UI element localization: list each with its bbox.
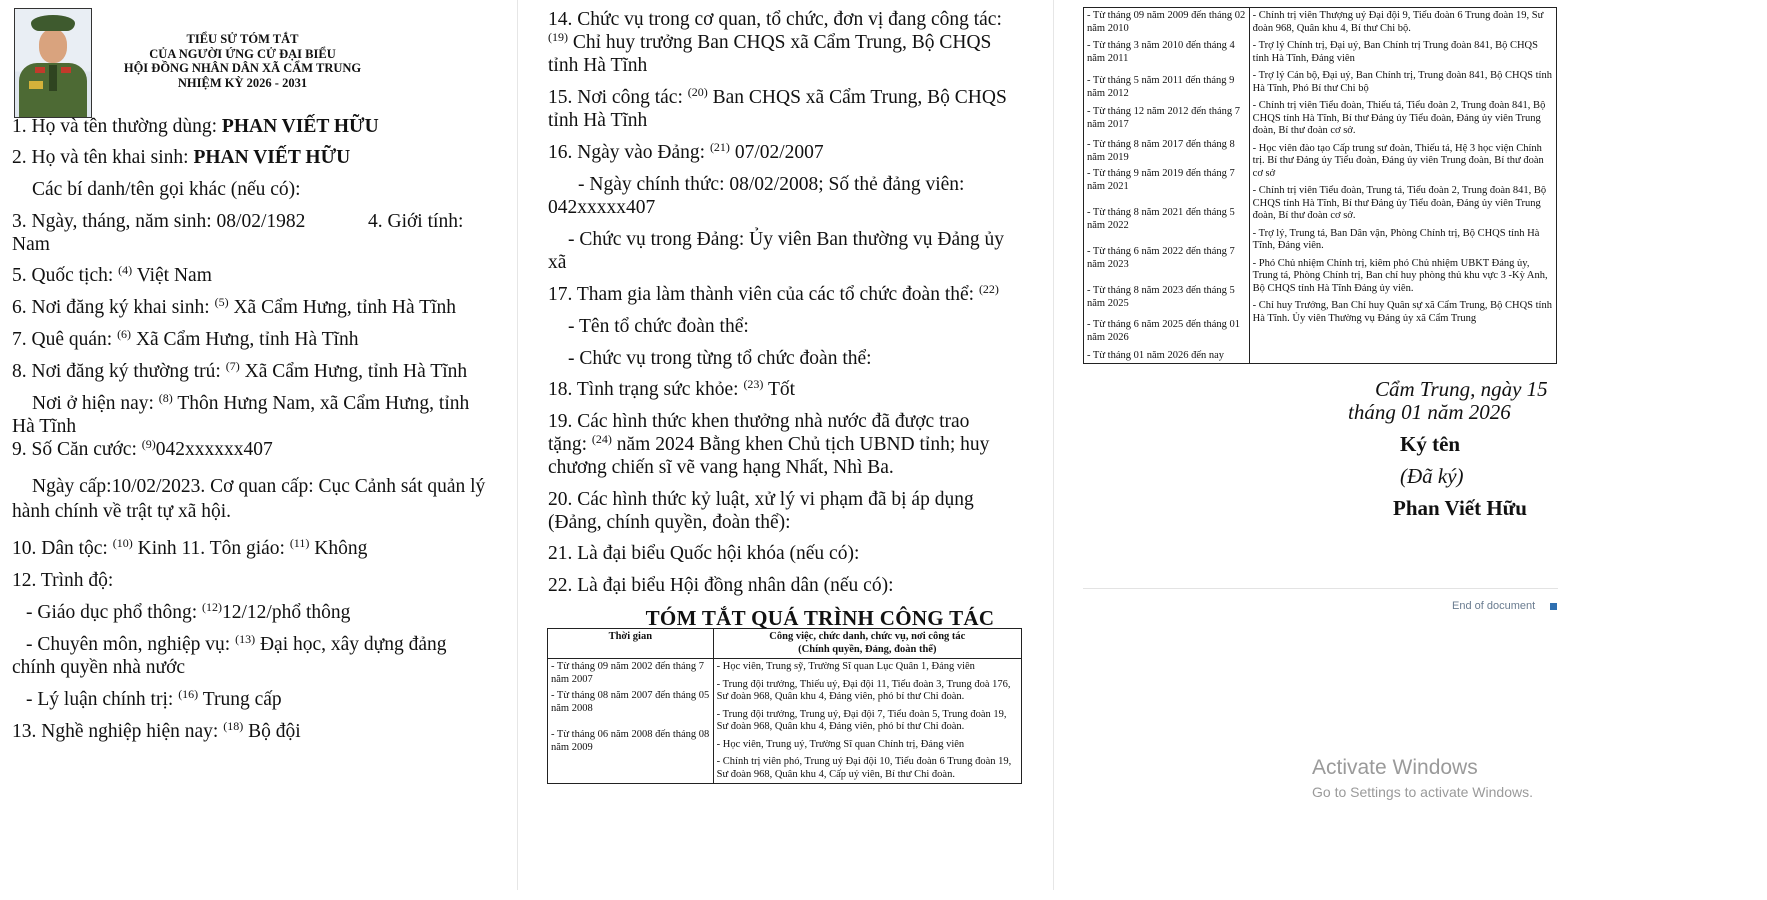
field-specialization <box>12 633 494 679</box>
field-label: 16. Ngày vào Đảng: <box>548 142 706 163</box>
field-label: 2. Họ và tên khai sinh: <box>12 147 189 168</box>
work-cell <box>713 659 1021 784</box>
footnote-ref: (21) <box>709 140 730 154</box>
time-entry: - Từ tháng 12 năm 2012 đến tháng 7 năm 2017 <box>1087 106 1241 130</box>
column-header-work <box>713 629 1021 659</box>
field-gender-label: 4. Giới tính: <box>368 211 464 232</box>
field-label: 15. Nơi công tác: <box>548 87 683 108</box>
field-value: PHAN VIẾT HỮU <box>193 147 351 168</box>
footnote-ref: (18) <box>223 719 244 733</box>
title-line: CỦA NGƯỜI ỨNG CỬ ĐẠI BIỂU <box>149 46 336 61</box>
work-entry: - Trợ lý Cán bộ, Đại uý, Ban Chính trị, Trung đoàn 841, Bộ CHQS tỉnh Hà Tĩnh, Phó Bí thư Chi bộ <box>1252 70 1552 94</box>
time-cell <box>548 659 714 784</box>
footnote-ref: (4) <box>118 263 133 277</box>
field-value: 12/12/phổ thông <box>222 602 351 623</box>
column-divider <box>517 0 518 890</box>
work-entry: - Trung đội trưởng, Trung uý, Đại đội 7, Tiểu đoàn 5, Trung đoàn 19, Sư đoàn 968, Quân khu 4, Đảng viên, phó bí thư Chi đoàn. <box>716 708 1007 732</box>
footnote-ref: (10) <box>112 536 133 550</box>
field-value: Kinh <box>137 538 177 559</box>
field-awards <box>548 410 1010 479</box>
field-value: Tốt <box>767 379 796 400</box>
table-header-row <box>548 629 1022 659</box>
field-label: 7. Quê quán: <box>12 329 113 350</box>
footnote-ref: (5) <box>214 295 229 309</box>
work-entry: - Chính trị viên phó, Trung uý Đại đội 10, Tiểu đoàn 6 Trung đoàn 19, Sư đoàn 968, Quân khu 4, Cấp uỷ viên, Bí thư Chi đoàn. <box>716 756 1012 780</box>
field-label: 13. Nghề nghiệp hiện nay: <box>12 721 219 742</box>
field-alias: Các bí danh/tên gọi khác (nếu có): <box>32 179 301 200</box>
footnote-ref: (8) <box>158 391 173 405</box>
field-workplace <box>548 86 1028 132</box>
field-label: 10. Dân tộc: <box>12 538 108 559</box>
table-row <box>548 659 1022 784</box>
field-id-issue: Ngày cấp:10/02/2023. Cơ quan cấp: Cục Cảnh sát quản lý hành chính về trật tự xã hội. <box>12 476 486 522</box>
column-header-time: Thời gian <box>548 629 714 659</box>
field-national-assembly: 21. Là đại biểu Quốc hội khóa (nếu có): <box>548 543 860 564</box>
work-history-table <box>547 628 1022 784</box>
field-label: - Lý luận chính trị: <box>26 689 174 710</box>
place-date-line1: Cẩm Trung, ngày 15 <box>1375 377 1548 401</box>
field-organization-name: - Tên tổ chức đoàn thể: <box>568 316 749 337</box>
field-label: 11. Tôn giáo: <box>181 538 285 559</box>
field-value: Không <box>314 538 368 559</box>
field-value: PHAN VIẾT HỮU <box>221 116 379 137</box>
time-cell <box>1084 8 1250 364</box>
page-end-rule <box>1083 588 1558 589</box>
field-gender-value: Nam <box>12 234 50 255</box>
time-entry: - Từ tháng 6 năm 2025 đến tháng 01 năm 2026 <box>1087 319 1241 343</box>
field-id-number <box>12 438 273 461</box>
column-header-line: (Chính quyền, Đảng, đoàn thể) <box>798 643 937 655</box>
activate-windows-watermark: Activate Windows <box>1312 756 1478 779</box>
end-of-document-marker-icon <box>1550 603 1557 610</box>
footnote-ref: (9) <box>141 437 156 451</box>
field-value: Xã Cẩm Hưng, tỉnh Hà Tĩnh <box>244 361 468 382</box>
signer-name: Phan Viết Hữu <box>1393 496 1527 520</box>
work-entry: - Học viên đào tạo Cấp trung sư đoàn, Thiếu tá, Hệ 3 học viện Chính trị. Bí thư Đảng ủy Tiểu đoàn, Đảng ủy viên Trung đoàn, Bí thư đoàn cơ sở <box>1252 142 1544 179</box>
field-birth-name <box>12 146 350 169</box>
field-label: 6. Nơi đăng ký khai sinh: <box>12 297 210 318</box>
footnote-ref: (23) <box>743 377 764 391</box>
work-entry: - Chính trị viên Tiểu đoàn, Trung tá, Tiểu đoàn 2, Trung đoàn 841, Bộ CHQS tỉnh Hà Tĩnh, Bí thư Đảng ủy Tiểu đoàn, Đảng ủy viên Trung đoàn, Bí thư đoàn cơ sở. <box>1252 185 1547 221</box>
time-entry: - Từ tháng 8 năm 2017 đến tháng 8 năm 2019 <box>1087 139 1235 163</box>
candidate-photo <box>14 8 92 118</box>
end-of-document-label: End of document <box>1452 600 1536 612</box>
table-row <box>1084 8 1557 364</box>
time-entry: - Từ tháng 08 năm 2007 đến tháng 05 năm 2008 <box>551 690 710 714</box>
signed-note: (Đã ký) <box>1400 464 1464 488</box>
footnote-ref: (20) <box>687 85 708 99</box>
sign-label: Ký tên <box>1400 432 1461 456</box>
field-value: Thôn Hưng Nam, xã Cẩm Hưng, tỉnh Hà Tĩnh <box>12 393 470 437</box>
field-label: 8. Nơi đăng ký thường trú: <box>12 361 221 382</box>
field-education: 12. Trình độ: <box>12 570 114 591</box>
field-label: 14. Chức vụ trong cơ quan, tổ chức, đơn vị đang công tác: <box>548 9 1002 30</box>
time-entry: - Từ tháng 3 năm 2010 đến tháng 4 năm 2011 <box>1087 40 1235 64</box>
field-label: 5. Quốc tịch: <box>12 265 114 286</box>
field-health <box>548 378 795 401</box>
field-label: - Giáo dục phổ thông: <box>26 602 198 623</box>
place-date-line2: tháng 01 năm 2026 <box>1348 400 1511 424</box>
work-entry: - Trợ lý, Trung tá, Ban Dân vận, Phòng Chính trị, Bộ CHQS tỉnh Hà Tĩnh, Đảng viên. <box>1252 227 1540 251</box>
field-value: 042xxxxxx407 <box>155 439 273 460</box>
field-label: 19. Các hình thức khen thưởng nhà nước đã được trao tặng: <box>548 411 970 455</box>
field-party-position: - Chức vụ trong Đảng: Ủy viên Ban thường vụ Đảng ủy xã <box>548 229 1005 273</box>
field-occupation <box>12 720 301 743</box>
time-entry: - Từ tháng 8 năm 2023 đến tháng 5 năm 2025 <box>1087 285 1235 309</box>
field-value: Ban CHQS xã Cẩm Trung, Bộ CHQS tỉnh Hà Tĩnh <box>548 87 1007 131</box>
field-party-official: - Ngày chính thức: 08/02/2008; Số thẻ đảng viên: 042xxxxx407 <box>548 174 965 218</box>
field-label: 1. Họ và tên thường dùng: <box>12 116 218 137</box>
work-entry: - Học viên, Trung sỹ, Trường Sĩ quan Lục Quân 1, Đảng viên <box>716 661 975 672</box>
time-entry: - Từ tháng 5 năm 2011 đến tháng 9 năm 2012 <box>1087 75 1235 99</box>
work-entry: - Chính trị viên Thượng uý Đại đội 9, Tiểu đoàn 6 Trung đoàn 19, Sư đoàn 968, Quân khu 4, Bí thư Chi bộ. <box>1252 10 1544 34</box>
field-organizations <box>548 283 999 306</box>
work-cell <box>1249 8 1556 364</box>
work-entry: - Trung đội trưởng, Thiếu uý, Đại đội 11, Tiểu đoàn 3, Trung đoà 176, Sư đoàn 968, Quân khu 4, Đảng viên, phó bí thư Chi đoàn. <box>716 678 1011 702</box>
field-value: Xã Cẩm Hưng, tỉnh Hà Tĩnh <box>233 297 456 318</box>
column-divider <box>1053 0 1054 890</box>
field-label: 9. Số Căn cước: <box>12 439 137 460</box>
field-label: - Chuyên môn, nghiệp vụ: <box>26 634 231 655</box>
field-discipline: 20. Các hình thức kỷ luật, xử lý vi phạm đã bị áp dụng (Đảng, chính quyền, đoàn thể): <box>548 489 974 533</box>
field-birth-registration <box>12 296 456 319</box>
field-party-join-date <box>548 141 824 164</box>
history-title: TÓM TẮT QUÁ TRÌNH CÔNG TÁC <box>645 606 995 630</box>
field-nationality <box>12 264 212 287</box>
footnote-ref: (24) <box>591 432 612 446</box>
time-entry: - Từ tháng 9 năm 2019 đến tháng 7 năm 2021 <box>1087 168 1235 192</box>
field-dob: 3. Ngày, tháng, năm sinh: 08/02/1982 <box>12 211 306 232</box>
footnote-ref: (6) <box>117 327 132 341</box>
work-entry: - Chỉ huy Trưởng, Ban Chỉ huy Quân sự xã Cẩm Trung, Bộ CHQS tỉnh Hà Tĩnh. Ủy viên Thường vụ Đảng ủy xã Cẩm Trung <box>1252 300 1552 324</box>
field-value: Xã Cẩm Hưng, tỉnh Hà Tĩnh <box>135 329 359 350</box>
field-position <box>548 8 1023 77</box>
footnote-ref: (19) <box>548 30 568 44</box>
field-current-residence <box>12 392 494 438</box>
field-label: 17. Tham gia làm thành viên của các tổ chức đoàn thể: <box>548 284 975 305</box>
field-peoples-council: 22. Là đại biểu Hội đồng nhân dân (nếu có): <box>548 575 894 596</box>
footnote-ref: (12) <box>202 600 223 614</box>
work-history-table-continued <box>1083 7 1557 364</box>
title-line: HỘI ĐỒNG NHÂN DÂN XÃ CẨM TRUNG <box>123 61 362 75</box>
field-value: Chỉ huy trưởng Ban CHQS xã Cẩm Trung, Bộ CHQS tỉnh Hà Tĩnh <box>548 32 992 76</box>
field-value: Đại học, xây dựng đảng chính quyền nhà nước <box>12 634 447 678</box>
field-ethnicity-religion <box>12 537 367 560</box>
field-permanent-residence <box>12 360 467 383</box>
field-label: Nơi ở hiện nay: <box>32 393 154 414</box>
title-line: NHIỆM KỲ 2026 - 2031 <box>177 75 308 90</box>
field-value: 07/02/2007 <box>734 142 824 163</box>
time-entry: - Từ tháng 6 năm 2022 đến tháng 7 năm 2023 <box>1087 246 1235 270</box>
field-label: 18. Tình trạng sức khỏe: <box>548 379 739 400</box>
footnote-ref: (7) <box>225 359 240 373</box>
field-value: Trung cấp <box>202 689 282 710</box>
footnote-ref: (11) <box>289 536 310 550</box>
field-organization-position: - Chức vụ trong từng tổ chức đoàn thể: <box>568 348 872 369</box>
footnote-ref: (22) <box>978 282 999 296</box>
field-value: Việt Nam <box>136 265 212 286</box>
field-value: năm 2024 Bằng khen Chủ tịch UBND tỉnh; huy chương chiến sĩ vẽ vang hạng Nhất, Nhì Ba. <box>548 434 990 478</box>
time-entry: - Từ tháng 06 năm 2008 đến tháng 08 năm 2009 <box>551 729 710 753</box>
work-entry: - Học viên, Trung uý, Trường Sĩ quan Chính trị, Đảng viên <box>716 738 965 750</box>
work-entry: - Chính trị viên Tiểu đoàn, Thiếu tá, Tiểu đoàn 2, Trung đoàn 841, Bộ CHQS tỉnh Hà Tĩnh, Bí thư Đảng ủy Tiểu đoàn, Đảng ủy viên Trung đoàn, Bí thư đoàn cơ sở. <box>1252 100 1546 136</box>
activate-windows-subtext: Go to Settings to activate Windows. <box>1312 784 1533 800</box>
field-hometown <box>12 328 358 351</box>
time-entry: - Từ tháng 09 năm 2002 đến tháng 7 năm 2007 <box>551 661 705 685</box>
time-entry: - Từ tháng 8 năm 2021 đến tháng 5 năm 2022 <box>1087 207 1235 231</box>
footnote-ref: (13) <box>235 632 256 646</box>
document-title <box>100 32 385 90</box>
footnote-ref: (16) <box>178 687 199 701</box>
field-common-name <box>12 115 379 138</box>
title-line: TIỂU SỬ TÓM TẮT <box>186 32 299 46</box>
field-general-education <box>26 601 350 624</box>
field-value: Bộ đội <box>248 721 301 742</box>
work-entry: - Trợ lý Chính trị, Đại uý, Ban Chính trị Trung đoàn 841, Bộ CHQS tỉnh Hà Tĩnh, Đảng viên <box>1252 40 1538 64</box>
work-entry: - Phó Chủ nhiệm Chính trị, kiêm phó Chủ nhiệm UBKT Đảng ủy, Trung tá, Phòng Chính trị, Ban chỉ huy phòng thủ khu vực 3 -Kỳ Anh, Bộ CHQS tỉnh Hà Tĩnh Đảng ủy viên. <box>1252 257 1548 294</box>
time-entry: - Từ tháng 09 năm 2009 đến tháng 02 năm 2010 <box>1087 10 1246 34</box>
field-political-theory <box>26 688 282 711</box>
column-header-line: Công việc, chức danh, chức vụ, nơi công tác <box>769 631 966 642</box>
time-entry: - Từ tháng 01 năm 2026 đến nay <box>1087 350 1225 361</box>
